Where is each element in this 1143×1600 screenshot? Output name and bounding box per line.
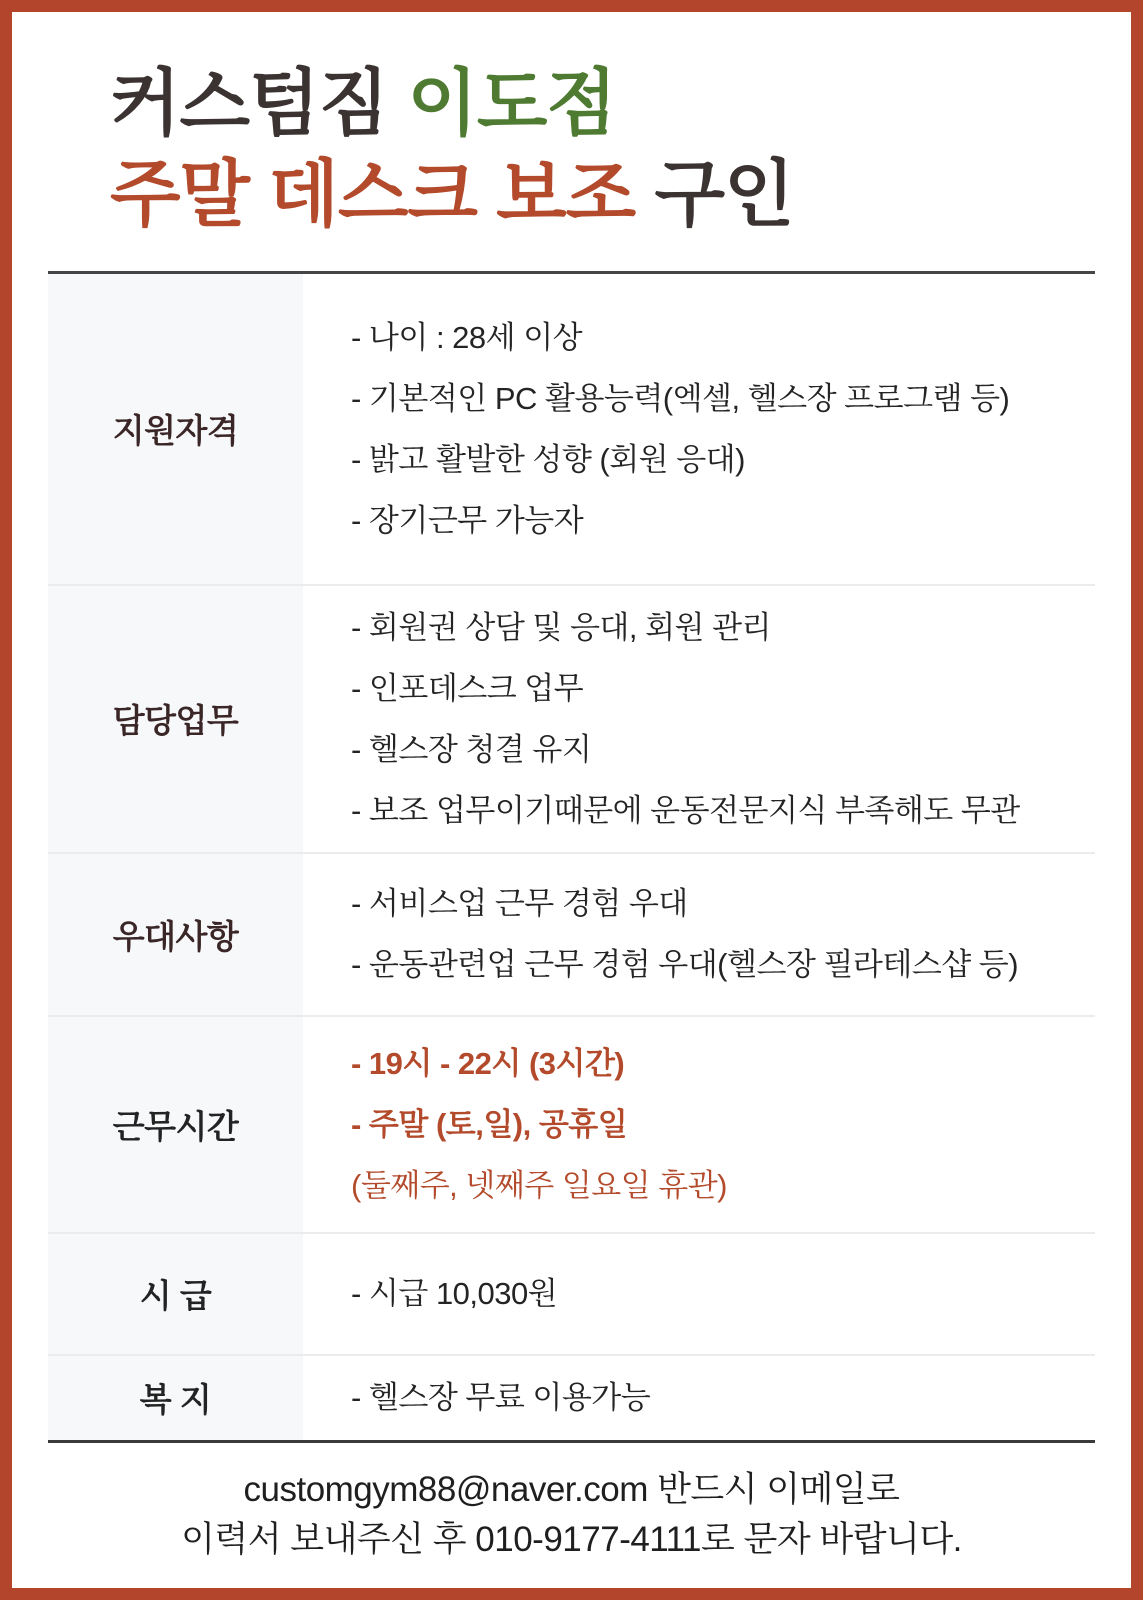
row-item: - 운동관련업 근무 경험 우대(헬스장 필라테스샵 등) bbox=[351, 947, 1019, 982]
table-row bbox=[48, 274, 1095, 584]
row-item: - 나이 : 28세 이상 bbox=[351, 319, 583, 355]
row-item: - 헬스장 무료 이용가능 bbox=[351, 1380, 651, 1415]
row-item: - 헬스장 청결 유지 bbox=[351, 731, 592, 767]
table-row bbox=[48, 1232, 1095, 1354]
row-item: - 회원권 상담 및 응대, 회원 관리 bbox=[351, 609, 771, 645]
flyer-header bbox=[12, 12, 1131, 241]
row-content bbox=[303, 1356, 1095, 1440]
row-label: 시 급 bbox=[48, 1234, 303, 1354]
title-branch-name: 이도점 bbox=[407, 63, 616, 144]
row-item: - 밝고 활발한 성향 (회원 응대) bbox=[351, 441, 745, 477]
row-content bbox=[303, 586, 1095, 852]
row-item: - 주말 (토,일), 공휴일 bbox=[351, 1106, 628, 1142]
row-label: 지원자격 bbox=[48, 274, 303, 584]
table-row bbox=[48, 1015, 1095, 1232]
row-item: - 시급 10,030원 bbox=[351, 1276, 558, 1311]
row-content bbox=[303, 1234, 1095, 1354]
title-position: 주말 데스크 보조 bbox=[110, 154, 655, 236]
title-line-1 bbox=[110, 58, 1131, 149]
title-gym-name: 커스텀짐 bbox=[110, 63, 408, 144]
footer-phone-line: 이력서 보내주신 후 010-9177-4111로 문자 바랍니다. bbox=[181, 1520, 962, 1560]
title-recruit-word: 구인 bbox=[654, 154, 794, 236]
row-content bbox=[303, 1017, 1095, 1232]
row-item: - 기본적인 PC 활용능력(엑셀, 헬스장 프로그램 등) bbox=[351, 380, 1010, 416]
job-spec-table bbox=[48, 271, 1095, 1443]
table-row bbox=[48, 852, 1095, 1015]
footer-email-line: customgym88@naver.com 반드시 이메일로 bbox=[243, 1469, 900, 1509]
row-item: - 서비스업 근무 경험 우대 bbox=[351, 886, 688, 921]
row-label: 복 지 bbox=[48, 1356, 303, 1440]
row-item: (둘째주, 넷째주 일요일 휴관) bbox=[351, 1167, 728, 1203]
title-line-2 bbox=[110, 149, 1131, 240]
row-item: - 장기근무 가능자 bbox=[351, 502, 584, 538]
table-row bbox=[48, 1354, 1095, 1440]
flyer-footer bbox=[12, 1443, 1131, 1567]
row-label: 우대사항 bbox=[48, 854, 303, 1015]
row-item: - 19시 - 22시 (3시간) bbox=[351, 1045, 625, 1081]
row-label: 담당업무 bbox=[48, 586, 303, 852]
row-label: 근무시간 bbox=[48, 1017, 303, 1232]
row-content bbox=[303, 274, 1095, 584]
table-row bbox=[48, 584, 1095, 852]
row-item: - 인포데스크 업무 bbox=[351, 670, 584, 706]
row-content bbox=[303, 854, 1095, 1015]
row-item: - 보조 업무이기때문에 운동전문지식 부족해도 무관 bbox=[351, 792, 1020, 828]
